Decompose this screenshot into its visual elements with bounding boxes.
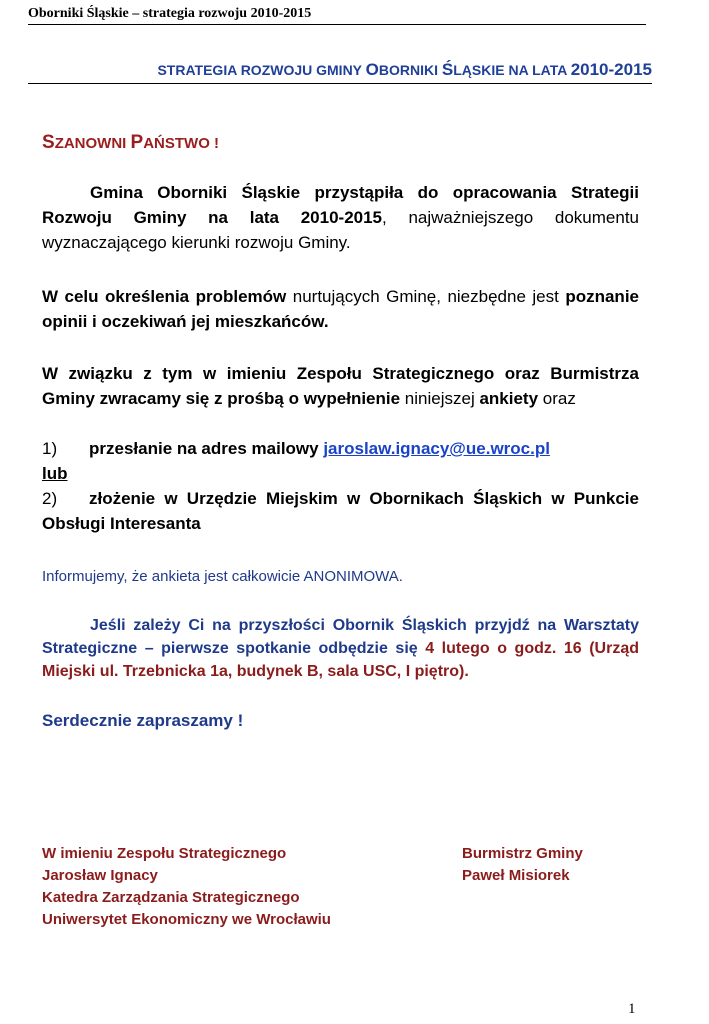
signature-right-line: Burmistrz Gminy bbox=[462, 845, 583, 862]
page-number: 1 bbox=[628, 1001, 636, 1017]
paragraph-request bbox=[42, 361, 639, 411]
paragraph-intro-normal: , najważniejszego dokumentu wyznaczającego kierunki rozwoju Gminy. bbox=[42, 208, 639, 252]
paragraph-intro bbox=[42, 180, 639, 255]
anonymity-note-text: Informujemy, że ankieta jest całkowicie ANONIMOWA. bbox=[42, 568, 403, 585]
list-item-1-number: 1) bbox=[42, 439, 58, 458]
paragraph-purpose-bold-2: poznanie opinii i oczekiwań jej mieszkańców. bbox=[42, 287, 639, 331]
list-item-2-number: 2) bbox=[42, 489, 58, 508]
signature-right-line: Paweł Misiorek bbox=[462, 867, 570, 884]
closing-line bbox=[42, 710, 243, 732]
paragraph-purpose bbox=[42, 284, 639, 334]
paragraph-intro-bold: Gmina Oborniki Śląskie przystąpiła do opracowania Strategii Rozwoju Gminy na lata 2010-2015 bbox=[42, 183, 639, 227]
list-item-1-text: przesłanie na adres mailowy bbox=[89, 439, 324, 458]
invitation-part-1: Jeśli zależy Ci na przyszłości Obornik Śląskich przyjdź na Warsztaty Strategiczne – pierwsze spotkanie odbędzie się bbox=[42, 617, 639, 657]
running-header bbox=[28, 6, 646, 25]
salutation-text-2: AŃSTWO ! bbox=[143, 135, 220, 152]
workshop-invitation bbox=[42, 614, 639, 683]
title-part-2: O bbox=[365, 60, 379, 79]
paragraph-purpose-normal-1: nurtujących Gminę, niezbędne jest bbox=[286, 287, 566, 306]
signature-left bbox=[42, 843, 331, 931]
salutation bbox=[42, 132, 219, 155]
list-item-email bbox=[42, 436, 639, 461]
paragraph-request-bold-2: ankiety bbox=[479, 389, 539, 408]
anonymity-note bbox=[42, 566, 639, 588]
list-or bbox=[42, 461, 639, 486]
signature-left-line: W imieniu Zespołu Strategicznego bbox=[42, 845, 287, 862]
title-part-4: Ś bbox=[441, 60, 454, 79]
list-item-office bbox=[42, 486, 639, 536]
paragraph-request-normal-1: niniejszej bbox=[400, 389, 480, 408]
salutation-cap-2: P bbox=[130, 132, 144, 153]
title-part-1: STRATEGIA ROZWOJU GMINY bbox=[157, 62, 366, 78]
list-item-2-text: złożenie w Urzędzie Miejskim w Obornikach Śląskich w Punkcie Obsługi Interesanta bbox=[42, 489, 639, 533]
email-link[interactable]: jaroslaw.ignacy@ue.wroc.pl bbox=[323, 439, 550, 458]
salutation-cap-1: S bbox=[42, 132, 55, 153]
title-part-3: BORNIKI bbox=[378, 62, 442, 78]
list-or-text: lub bbox=[42, 464, 68, 483]
paragraph-purpose-bold-1: W celu określenia problemów bbox=[42, 287, 287, 306]
paragraph-request-normal-2: oraz bbox=[538, 389, 576, 408]
paragraph-request-bold-1: W związku z tym w imieniu Zespołu Strategicznego oraz Burmistrza Gminy zwracamy się z prośbą o wypełnienie bbox=[42, 364, 639, 408]
closing-text: Serdecznie zapraszamy ! bbox=[42, 711, 244, 730]
title-part-6: 2010-2015 bbox=[570, 60, 652, 79]
document-title bbox=[28, 60, 652, 84]
title-part-5: LĄSKIE NA LATA bbox=[453, 62, 571, 78]
running-header-text: Oborniki Śląskie – strategia rozwoju 2010-2015 bbox=[28, 6, 312, 21]
signature-left-line: Jarosław Ignacy bbox=[42, 867, 158, 884]
signature-left-line: Uniwersytet Ekonomiczny we Wrocławiu bbox=[42, 911, 331, 928]
invitation-date: 4 lutego bbox=[425, 640, 490, 657]
signature-left-line: Katedra Zarządzania Strategicznego bbox=[42, 889, 300, 906]
invitation-part-2: o godz. 16 (Urząd Miejski ul. Trzebnicka 1a, budynek B, sala USC, I piętro). bbox=[42, 640, 640, 680]
signature-right bbox=[462, 843, 583, 887]
salutation-text-1: ZANOWNI bbox=[54, 135, 131, 152]
